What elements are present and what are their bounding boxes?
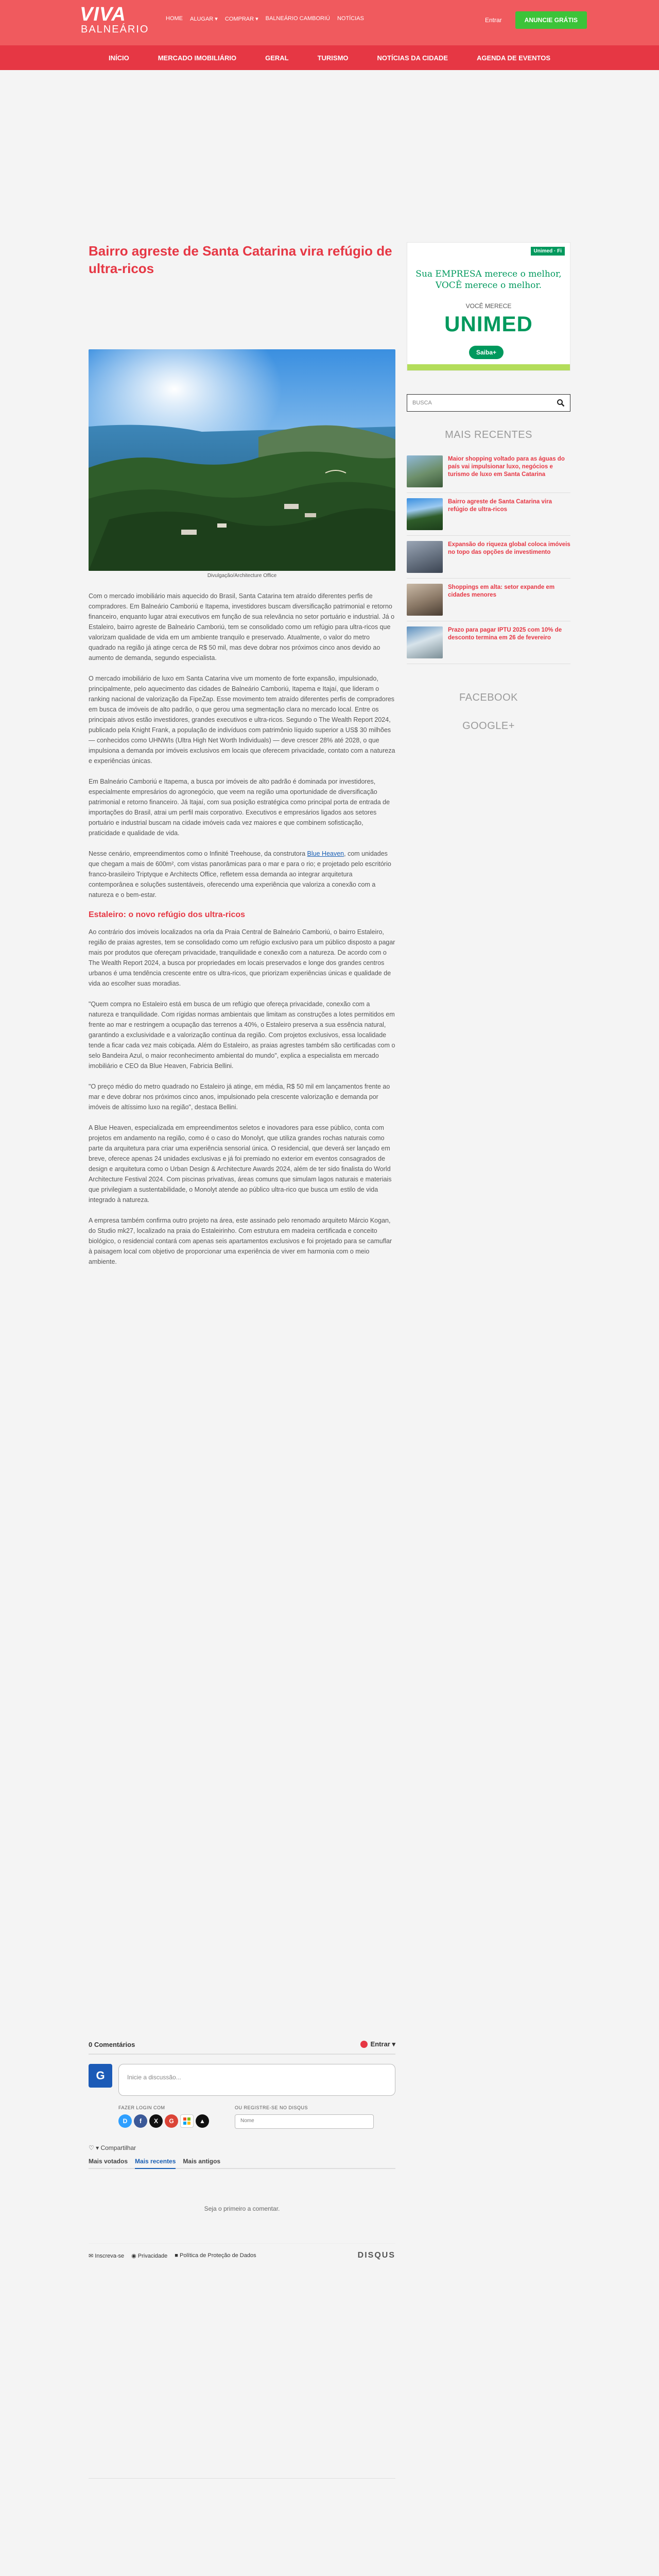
article-paragraph: Ao contrário dos imóveis localizados na orla da Praia Central de Balneário Camboriú, o bairro Estaleiro, região de praias agrestes, tem se consolidado como um refúgio exclusivo para um público disposto a pagar mais por produtos que ofereçam privacidade, tranquilidade e conexão com a natureza. De acordo com o The Wealth Report 2024, a busca por propriedades em locais preservados e longe dos grandes centros urbanos é uma tendência crescente entre os ultra-ricos, que priorizam experiências únicas e qualidade de vida ao escolher suas moradias. bbox=[89, 928, 395, 987]
image-caption: Divulgação/Architecture Office bbox=[207, 573, 277, 579]
recent-title[interactable]: Prazo para pagar IPTU 2025 com 10% de desconto termina em 26 de fevereiro bbox=[448, 627, 562, 641]
comment-count: 0 Comentários bbox=[89, 2040, 135, 2048]
comments-login-label[interactable]: Entrar ▾ bbox=[370, 2040, 395, 2048]
apple-login-icon[interactable]: ▲ bbox=[196, 2114, 209, 2128]
nav-alugar[interactable]: ALUGAR ▾ bbox=[190, 16, 218, 22]
site-logo[interactable] bbox=[80, 4, 149, 34]
microsoft-login-icon[interactable] bbox=[180, 2114, 194, 2128]
comments-section bbox=[89, 2040, 395, 2260]
recent-thumb[interactable] bbox=[407, 584, 443, 616]
blue-heaven-link[interactable]: Blue Heaven bbox=[307, 850, 344, 857]
sort-tabs bbox=[89, 2158, 395, 2169]
data-protection-label[interactable]: Política de Proteção de Dados bbox=[179, 2252, 256, 2259]
section-nav bbox=[0, 45, 659, 70]
unimed-ad-banner[interactable] bbox=[407, 242, 570, 371]
recent-title[interactable]: Maior shopping voltado para as águas do país vai impulsionar luxo, negócios e turismo de luxo em Santa Catarina bbox=[448, 456, 565, 478]
ad-line1: Sua EMPRESA merece o melhor, bbox=[415, 269, 562, 279]
recent-thumb[interactable] bbox=[407, 541, 443, 573]
ad-message bbox=[407, 268, 570, 291]
tab-top[interactable]: Mais votados bbox=[89, 2158, 128, 2165]
article-paragraph: O mercado imobiliário de luxo em Santa Catarina vive um momento de forte expansão, impulsionado, principalmente, pelo aquecimento das cidades de Balneário Camboriú, Itapema e Itajaí, que lideram o ranking nacional de valorização da FipeZap. Esse movimento tem atraído diferentes perfis de compradores em busca de imóveis de alto padrão, o que gerou uma segmentação clara no mercado local. Entre os principais ativos estão investidores, grandes executivos e ultra-ricos. Segundo o The Wealth Report 2024, publicado pela Knight Frank, a população de indivíduos com patrimônio líquido superior a US$ 30 milhões — conhecidos como UHNWIs (Ultra High Net Worth Individuals) — deve crescer 28% até 2028, o que impulsiona a demanda por imóveis exclusivos em locais que oferecem privacidade, contato com a natureza e experiências únicas. bbox=[89, 675, 395, 765]
top-header bbox=[0, 0, 659, 45]
disqus-footer-links bbox=[89, 2252, 256, 2259]
google-heading: GOOGLE+ bbox=[462, 720, 515, 732]
ad-brand: UNIMED bbox=[444, 312, 533, 336]
disqus-login-icon[interactable]: D bbox=[118, 2114, 132, 2128]
comment-login-options bbox=[118, 2105, 395, 2129]
paragraph-text: Nesse cenário, empreendimentos como o Infinité Treehouse, da construtora bbox=[89, 850, 307, 857]
disqus-logo[interactable]: DISQUS bbox=[357, 2251, 395, 2260]
recent-title[interactable]: Expansão do riqueza global coloca imóveis no topo das opções de investimento bbox=[448, 541, 570, 555]
facebook-login-icon[interactable]: f bbox=[134, 2114, 147, 2128]
comment-compose bbox=[89, 2064, 395, 2096]
secnav-noticias-cidade[interactable]: NOTÍCIAS DA CIDADE bbox=[377, 54, 448, 62]
search-icon[interactable] bbox=[557, 399, 565, 407]
data-protection-link[interactable]: ■ Política de Proteção de Dados bbox=[175, 2252, 256, 2259]
header-actions bbox=[485, 11, 587, 29]
nav-balneario[interactable]: BALNEÁRIO CAMBORIÚ bbox=[265, 15, 330, 22]
sidebar bbox=[407, 242, 570, 732]
empty-comments: Seja o primeiro a comentar. bbox=[204, 2205, 280, 2212]
ad-badge: Unimed · Fi bbox=[531, 247, 565, 256]
secnav-mercado[interactable]: MERCADO IMOBILIÁRIO bbox=[158, 54, 237, 62]
register-label: OU REGISTRE-SE NO DISQUS bbox=[235, 2105, 308, 2110]
article-paragraph bbox=[89, 849, 395, 900]
secnav-agenda[interactable]: AGENDA DE EVENTOS bbox=[477, 54, 551, 62]
article-paragraph: A Blue Heaven, especializada em empreendimentos seletos e inovadores para esse público, conta com projetos em andamento na região, como é o caso do Monolyt, que utiliza grandes rochas naturais como parte da arquitetura para criar uma experiência sensorial única. O residencial, que deverá ser lançado em breve, oferece apenas 24 unidades exclusivas e já foi premiado no exterior em eventos consagrados de design e arquitetura como o Urban Design & Architecture Awards 2024, além de ter sido finalista do World Architecture Festival 2024. Com piscinas privativas, áreas comuns que simulam lagos naturais e materiais que privilegiam a sustentabilidade, o Monolyt atende ao público ultra-rico que busca um estilo de vida integrado à natureza. bbox=[89, 1124, 392, 1204]
login-link[interactable]: Entrar bbox=[484, 16, 502, 24]
article-paragraph: A empresa também confirma outro projeto na área, este assinado pelo renomado arquiteto Márcio Kogan, do Studio mk27, localizado na praia do Estaleirinho. Com estrutura em madeira certificada e conceito biológico, o residencial contará com apenas seis apartamentos exclusivos e foi projetado para se camuflar à paisagem local com objetivo de proporcionar uma experiência de viver em harmonia com o meio ambiente. bbox=[89, 1217, 392, 1265]
paragraph-text: , com unidades que chegam a mais de 600m², com vistas panorâmicas para o mar e para o rio; e projetado pelo escritório franco-brasileiro Triptyque e Architects Office, refletem essa demanda ao integrar arquitetura contemporânea e soluções sustentáveis, oferecendo uma experiência que valoriza a conexão com a natureza e o bem-estar. bbox=[89, 850, 391, 899]
ad-line2: VOCÊ merece o melhor. bbox=[435, 280, 542, 291]
disqus-footer bbox=[89, 2243, 395, 2260]
ad-tagline: VOCÊ MERECE bbox=[465, 302, 512, 310]
article-column bbox=[89, 242, 395, 1277]
x-login-icon[interactable]: X bbox=[149, 2114, 163, 2128]
article-subheading: Estaleiro: o novo refúgio dos ultra-ricos bbox=[89, 910, 246, 919]
secnav-turismo[interactable]: TURISMO bbox=[317, 54, 349, 62]
recent-item[interactable] bbox=[407, 536, 570, 579]
recent-list bbox=[407, 450, 570, 664]
ad-strip bbox=[407, 364, 570, 370]
top-nav bbox=[166, 15, 364, 22]
name-input[interactable]: Nome bbox=[235, 2114, 374, 2129]
advertise-button[interactable]: ANUNCIE GRÁTIS bbox=[515, 11, 587, 29]
privacy-label[interactable]: Privacidade bbox=[137, 2252, 168, 2259]
article-paragraph: "O preço médio do metro quadrado no Estaleiro já atinge, em média, R$ 50 mil em lançamentos frente ao mar e deve dobrar nos próximos cinco anos, impulsionado pela crescente valorização e demanda por imóveis de altíssimo luxo na região", destaca Bellini. bbox=[89, 1083, 390, 1111]
avatar: G bbox=[89, 2064, 112, 2088]
content-divider bbox=[89, 2478, 395, 2479]
social-login-buttons bbox=[118, 2114, 209, 2128]
search-input[interactable]: BUSCA bbox=[412, 400, 432, 406]
recent-thumb[interactable] bbox=[407, 455, 443, 487]
recent-item[interactable] bbox=[407, 621, 570, 664]
recent-title[interactable]: Shoppings em alta: setor expande em cidades menores bbox=[448, 584, 555, 598]
article-title: Bairro agreste de Santa Catarina vira refúgio de ultra-ricos bbox=[89, 243, 392, 276]
recent-heading: MAIS RECENTES bbox=[445, 429, 532, 440]
nav-noticias[interactable]: NOTÍCIAS bbox=[337, 15, 364, 22]
subscribe-label[interactable]: Inscreva-se bbox=[95, 2252, 125, 2259]
comment-actions bbox=[89, 2144, 395, 2151]
tab-newest[interactable]: Mais recentes bbox=[135, 2158, 176, 2169]
share-button[interactable]: ♡ ▾ Compartilhar bbox=[89, 2144, 136, 2151]
comments-login[interactable] bbox=[360, 2040, 395, 2048]
nav-home[interactable]: HOME bbox=[166, 15, 183, 22]
secnav-geral[interactable]: GERAL bbox=[265, 54, 289, 62]
comments-header bbox=[89, 2040, 395, 2055]
recent-thumb[interactable] bbox=[407, 626, 443, 658]
recent-title[interactable]: Bairro agreste de Santa Catarina vira refúgio de ultra-ricos bbox=[448, 499, 552, 513]
logo-subtext: BALNEÁRIO bbox=[81, 24, 149, 35]
search-box[interactable] bbox=[407, 394, 570, 412]
subscribe-link[interactable]: ✉ Inscreva-se bbox=[89, 2252, 125, 2259]
disqus-user-icon bbox=[360, 2041, 368, 2048]
article-paragraph: Em Balneário Camboriú e Itapema, a busca por imóveis de alto padrão é dominada por investidores, especialmente empresários do agronegócio, que veem na região uma oportunidade de diversificação patrimonial e retorno financeiro. Já Itajaí, com sua posição estratégica como principal porta de entrada de importações do Brasil, atrai um perfil mais corporativo. Executivos e empresários ligados aos setores portuário e industrial buscam na cidade imóveis cada vez maiores e que combinem sofisticação, praticidade e qualidade de vida. bbox=[89, 778, 390, 837]
comment-input[interactable]: Inicie a discussão... bbox=[118, 2064, 395, 2096]
article-hero-image bbox=[89, 349, 395, 571]
article-body bbox=[89, 591, 395, 1267]
ad-cta-button[interactable]: Saiba+ bbox=[469, 346, 504, 359]
recent-item[interactable] bbox=[407, 450, 570, 493]
tab-oldest[interactable]: Mais antigos bbox=[183, 2158, 221, 2165]
article-paragraph: "Quem compra no Estaleiro está em busca de um refúgio que ofereça privacidade, conexão com a natureza e tranquilidade. Com rígidas normas ambientais que limitam as construções a lotes permitidos em frente ao mar e restringem a ocupação das terrenos a 40%, o Estaleiro preserva a sua essência natural, garantindo a exclusividade e a valorização contínua da região. Com projetos exclusivos, essa localidade tende a ficar cada vez mais cobiçada. Além do Estaleiro, as praias agrestes também são certificadas com o selo Bandeira Azul, o maior reconhecimento ambiental do mundo", explica a especialista em mercado imobiliário e CEO da Blue Heaven, Fabricia Bellini. bbox=[89, 1001, 395, 1070]
logo-text: VIVA bbox=[80, 4, 126, 25]
google-login-icon[interactable]: G bbox=[165, 2114, 178, 2128]
recent-thumb[interactable] bbox=[407, 498, 443, 530]
recent-item[interactable] bbox=[407, 493, 570, 536]
login-with-label: FAZER LOGIN COM bbox=[118, 2105, 165, 2110]
recent-item[interactable] bbox=[407, 579, 570, 621]
secnav-inicio[interactable]: INÍCIO bbox=[108, 54, 129, 62]
nav-comprar[interactable]: COMPRAR ▾ bbox=[224, 16, 258, 22]
article-paragraph: Com o mercado imobiliário mais aquecido do Brasil, Santa Catarina tem atraído diferentes perfis de compradores. Em Balneário Camboriú e Itapema, investidores buscam diversificação patrimonial e retorno financeiro, enquanto lugar atrai executivos em função de sua relevância no setor portuário e industrial. Já o Estaleiro, bairro agreste de Balneário Camboriú, tem se consolidado como um refúgio para ultra-ricos que valorizam qualidade de vida em um ambiente tranquilo e preservado. Atualmente, o valor do metro quadrado na região já atinge cerca de R$ 50 mil, mas deve dobrar nos próximos cinco anos devido ao aumento de demanda, segundo especialista. bbox=[89, 592, 395, 662]
facebook-heading: FACEBOOK bbox=[459, 692, 518, 703]
privacy-link[interactable]: ◉ Privacidade bbox=[131, 2252, 168, 2259]
